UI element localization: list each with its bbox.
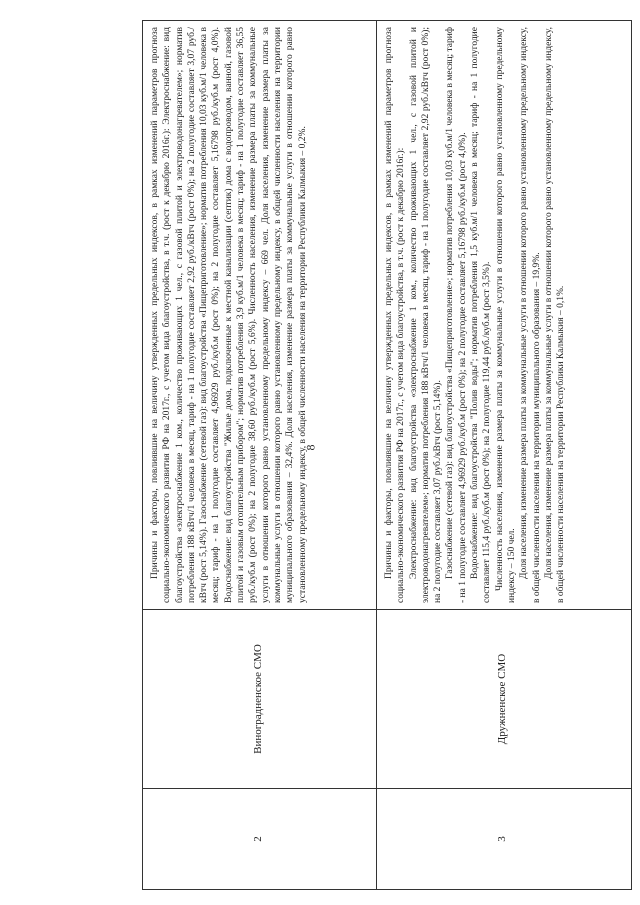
indices-table [142, 20, 632, 890]
row-number-cell [143, 788, 376, 889]
municipality-name-cell [377, 609, 631, 788]
row-number-cell [377, 788, 631, 889]
description-paragraph: Газоснабжение (сетевой газ): вид благоустройства «Пищеприготовление»; норматив потребления 10,03 куб.м/1 человека в месяц; тариф - на 1 полугодие составляет 4,96929 руб./куб.м (рост 0%); на 2 полугодие составляет 5,16798 руб./куб.м (рост 4,0%). [445, 26, 468, 603]
description-cell [143, 21, 376, 609]
row-number: 2 [251, 836, 264, 842]
page-number: 8 [303, 444, 318, 451]
description-paragraph: Доля населения, изменение размера платы за коммунальные услуги в отношении которого равно установленному предельному индексу, в общей численности населения на территории муниципального образования – 19,9%. [519, 27, 542, 603]
table-row [377, 21, 631, 889]
description-cell [377, 21, 631, 609]
municipality-name: Дружненское СМО [496, 653, 508, 745]
description-text: Причины и факторы, повлиявшие на величину утвержденных предельных индексов, в рамках изменений параметров прогноза социально-экономического развития РФ на 2017г., с учетом вида благоустройства, в т.ч. (рост к декабрю 2016г.): Электроснабжение: вид благоустройства «электроснабжение 1 ком., количество проживающих 1 чел., с газовой плитой и электроводонагревателем»; норматив потребления 188 кВтч/1 человека в месяц, тариф - на 1 полугодие составляет 2,92 руб./кВтч (рост 0%); на 2 полугодие составляет 3,07 руб./кВтч (рост 5,14%). Газоснабжение (сетевой газ): вид благоустройства «Пищеприготовление»; норматив потребления 10,03 куб.м/1 человека в месяц; тариф - на 1 полугодие составляет 4,96929 руб./куб.м (рост 0%); на 2 полугодие составляет 5,16798 руб./куб.м (рост 4,0%). Водоснабжение: вид благоустройства "Жилые дома, подключенные к местной канализации (септик) дома с водопроводом, ванной, газовой плитой и газовым отопительным прибором"; норматив потребления 3,9 куб.м/1 человека в месяц; тариф - на 1 полугодие составляет 36,55 руб./куб.м (рост 0%); на 2 полугодие 38,60 руб./куб.м (рост 5,6%). Численность населения, изменение размера платы за коммунальные услуги в отношении которого равно установленному предельному индексу – 669 чел. Доля населения, изменение размера платы за коммунальные услуги в отношении которого равно установленному предельному индексу, в общей численности населения на территории муниципального образования – 32,4%. Доля населения, изменение размера платы за коммунальные услуги в отношении которого равно установленному предельному индексу, в общей численности населения на территории Республики Калмыкия – 0,2%. [150, 27, 308, 603]
municipality-name-cell [143, 609, 376, 788]
description-paragraph: Численность населения, изменение размера платы за коммунальные услуги в отношении которого равно установленному предельному индексу – 150 чел. [494, 27, 517, 603]
description-paragraph: Причины и факторы, повлиявшие на величину утвержденных предельных индексов, в рамках изменений параметров прогноза социально-экономического развития РФ на 2017г., с учетом вида благоустройства, в т.ч. (рост к декабрю 2016г.): [384, 27, 407, 603]
municipality-name: Виноградненское СМО [251, 644, 264, 754]
row-number: 3 [496, 836, 508, 842]
description-paragraph: Электроснабжение: вид благоустройства «электроснабжение 1 ком., количество проживающих 1 чел., с газовой плитой и электроводонагревателем»; норматив потребления 188 кВтч/1 человека в месяц, тариф - на 1 полугодие составляет 2,92 руб./кВтч (рост 0%); на 2 полугодие составляет 3,07 руб./кВтч (рост 5,14%). [408, 27, 444, 603]
rotated-content [142, 20, 632, 890]
description-paragraph: Водоснабжение: вид благоустройства "Полив воды"; норматив потребления 1,5 куб.м/1 человека в месяц; тариф - на 1 полугодие составляет 115,4 руб./куб.м (рост 0%); на 2 полугодие 119,44 руб./куб.м (рост 3,5%). [470, 27, 493, 603]
description-paragraph: Доля населения, изменение размера платы за коммунальные услуги в отношении которого равно установленному предельному индексу, в общей численности населения на территории Республики Калмыкия – 0,1%. [543, 27, 567, 603]
table-row [143, 21, 377, 889]
